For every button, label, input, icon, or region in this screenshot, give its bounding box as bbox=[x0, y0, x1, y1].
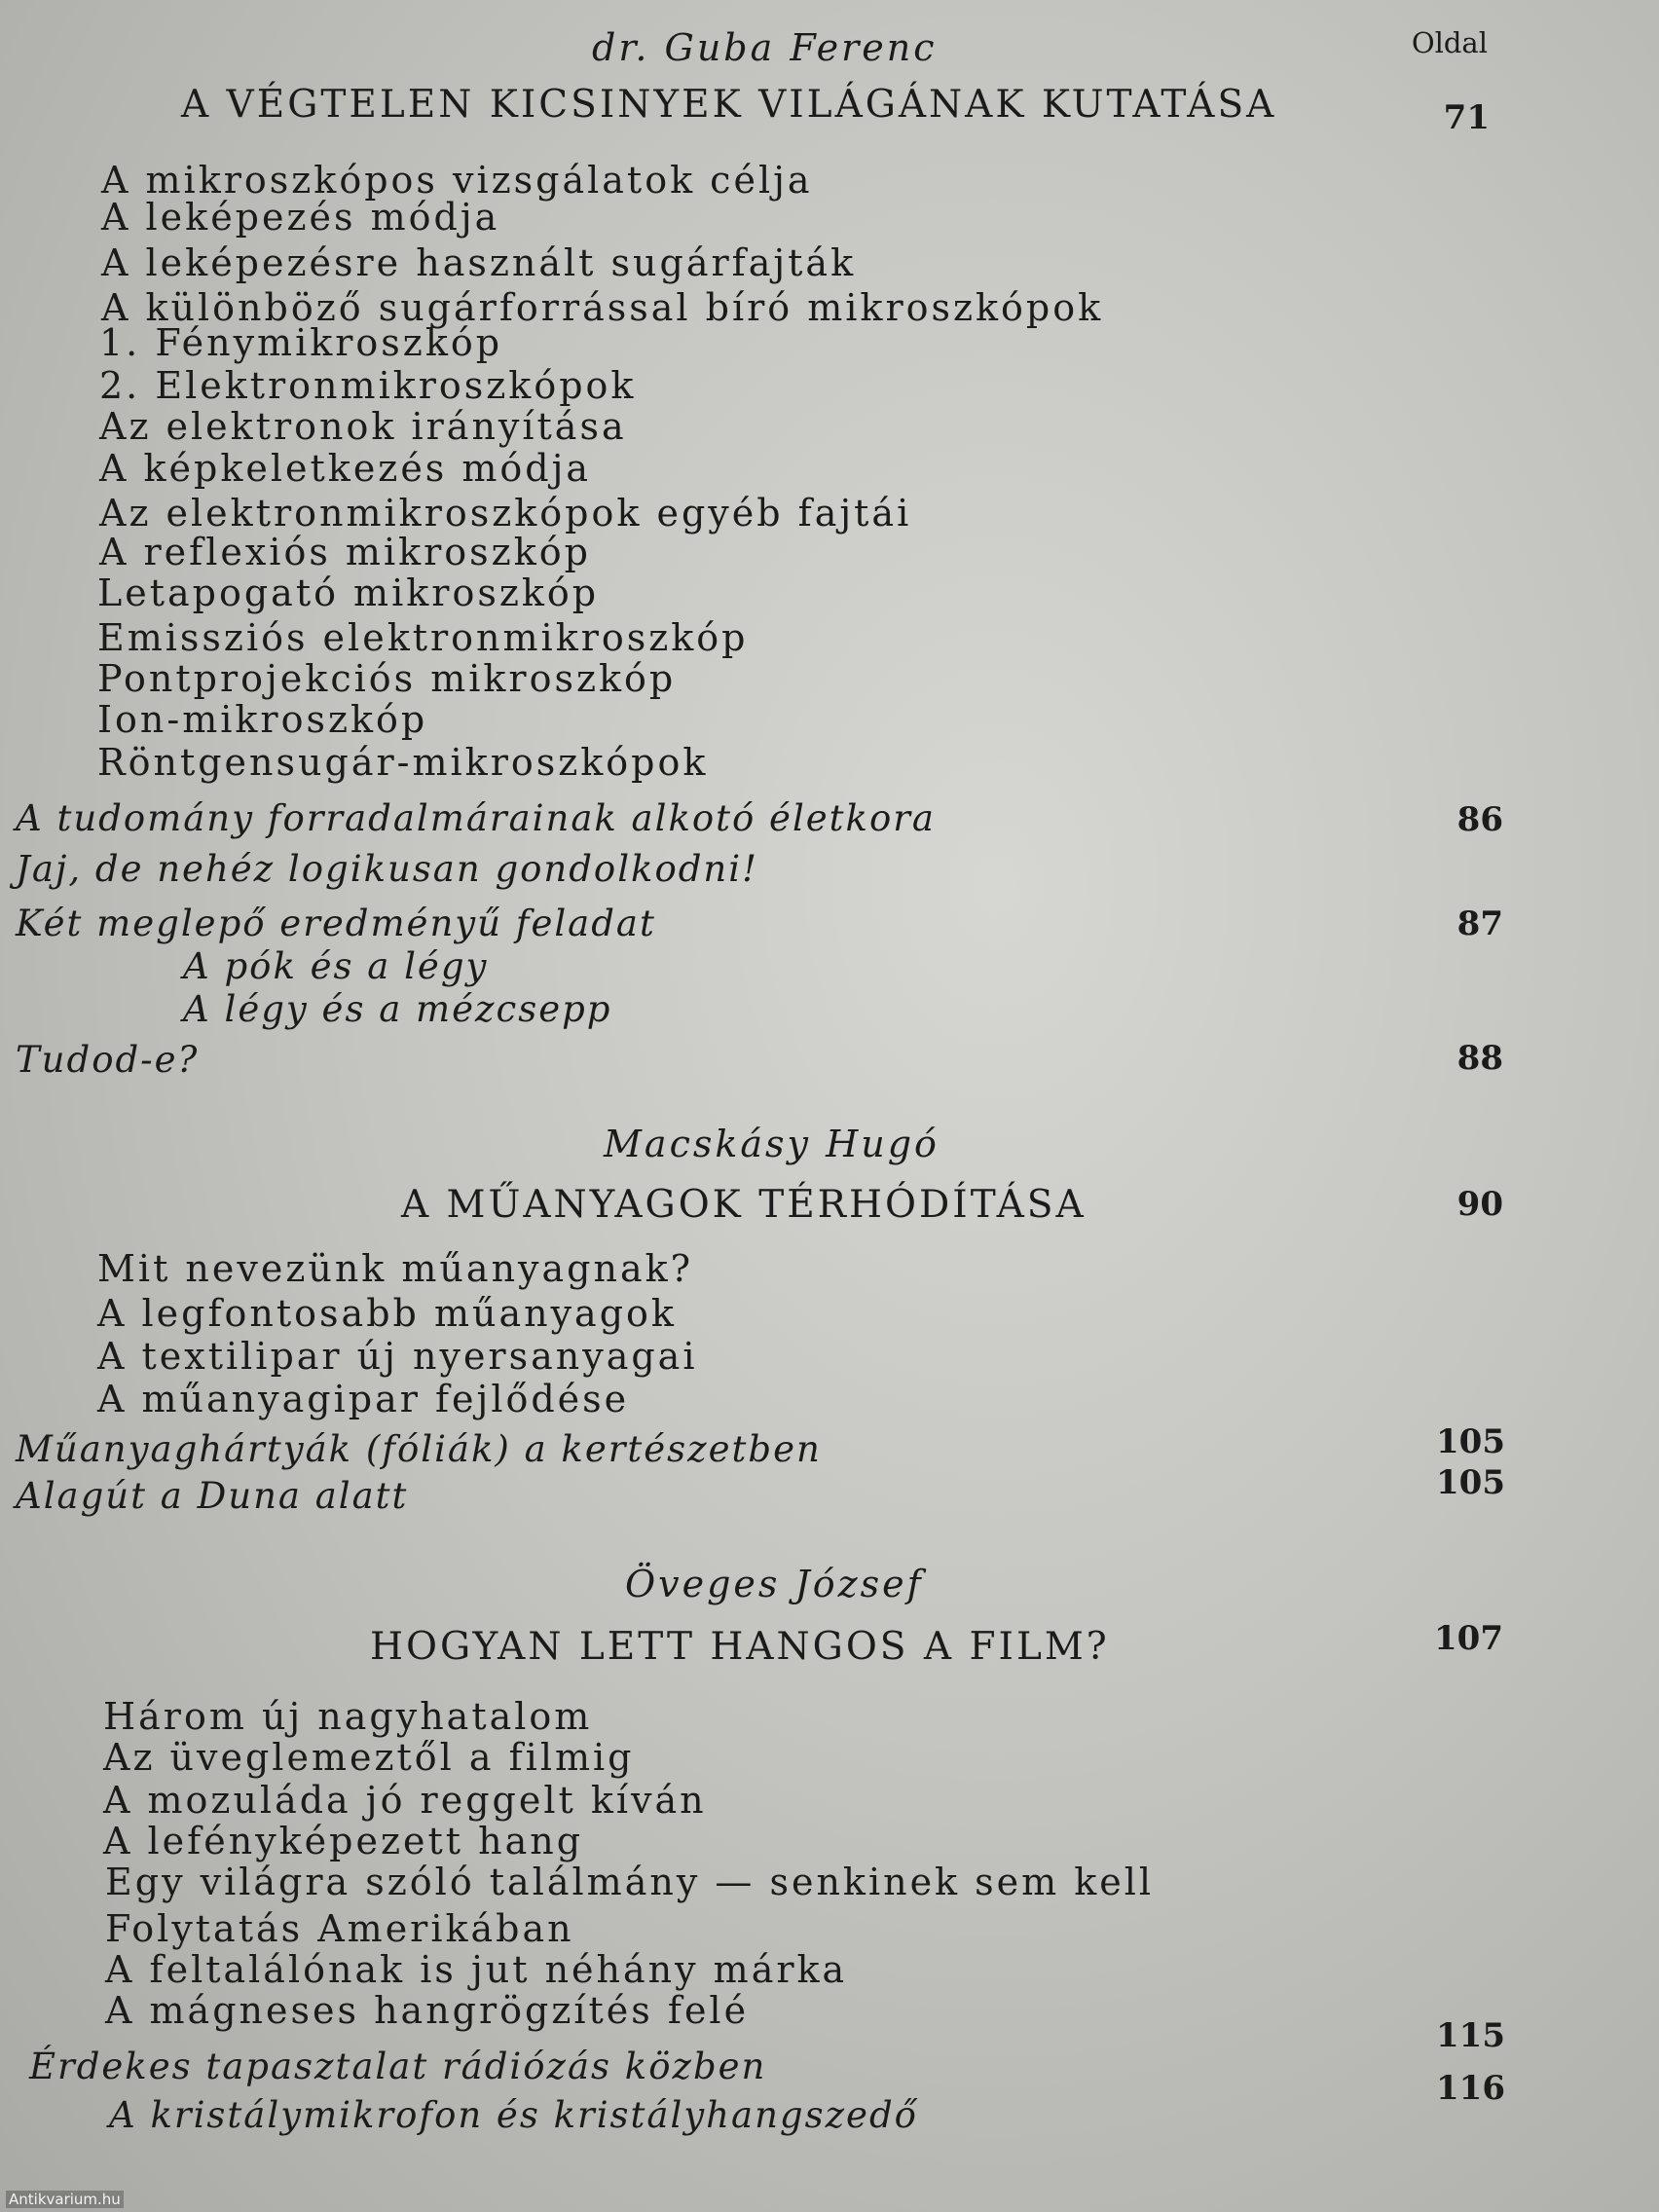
toc-entry: A tudomány forradalmárainak alkotó életkora bbox=[16, 797, 936, 839]
subtopic: A mikroszkópos vizsgálatok célja bbox=[101, 159, 813, 202]
subtopic: A műanyagipar fejlődése bbox=[97, 1378, 630, 1420]
section-author: Macskásy Hugó bbox=[604, 1123, 940, 1165]
subtopic: Három új nagyhatalom bbox=[103, 1695, 593, 1738]
toc-entry: Alagút a Duna alatt bbox=[16, 1475, 409, 1517]
section-title: A MŰANYAGOK TÉRHÓDÍTÁSA bbox=[401, 1183, 1087, 1227]
subtopic: A különböző sugárforrással bíró mikroszkópok bbox=[101, 286, 1104, 329]
toc-subentry: A kristálymikrofon és kristályhangszedő bbox=[109, 2094, 918, 2136]
subtopic: A lefényképezett hang bbox=[103, 1820, 584, 1862]
toc-entry: Két meglepő eredményű feladat bbox=[16, 903, 656, 944]
subtopic: A leképezésre használt sugárfajták bbox=[101, 241, 857, 284]
subtopic: Az elektronok irányítása bbox=[99, 405, 627, 448]
toc-entry-page: 116 bbox=[1436, 2069, 1505, 2108]
subtopic: Pontprojekciós mikroszkóp bbox=[97, 657, 677, 700]
toc-entry: Jaj, de nehéz logikusan gondolkodni! bbox=[16, 848, 758, 890]
toc-entry-page: 105 bbox=[1436, 1463, 1505, 1502]
subtopic: A textilipar új nyersanyagai bbox=[97, 1335, 698, 1378]
toc-entry-page: 88 bbox=[1456, 1039, 1503, 1078]
subtopic: Az üveglemeztől a filmig bbox=[103, 1736, 635, 1779]
toc-entry: Műanyaghártyák (fóliák) a kertészetben bbox=[16, 1428, 822, 1470]
section-title: A VÉGTELEN KICSINYEK VILÁGÁNAK KUTATÁSA bbox=[181, 83, 1277, 127]
oldal-header: Oldal bbox=[1411, 26, 1488, 59]
section-author: dr. Guba Ferenc bbox=[592, 26, 938, 69]
subtopic: Mit nevezünk műanyagnak? bbox=[97, 1247, 694, 1290]
subtopic: A feltalálónak is jut néhány márka bbox=[105, 1948, 848, 1991]
toc-entry: Érdekes tapasztalat rádiózás közben bbox=[29, 2046, 767, 2087]
toc-entry-page: 87 bbox=[1456, 904, 1503, 943]
section-author: Öveges József bbox=[625, 1563, 924, 1605]
subtopic: Az elektronmikroszkópok egyéb fajtái bbox=[99, 492, 912, 535]
subtopic: A mozuláda jó reggelt kíván bbox=[103, 1779, 707, 1822]
subtopic: Ion-mikroszkóp bbox=[97, 698, 428, 741]
subtopic: Egy világra szóló találmány — senkinek sem kell bbox=[105, 1861, 1155, 1903]
subtopic: A mágneses hangrögzítés felé bbox=[105, 1989, 750, 2032]
subtopic: A leképezés módja bbox=[101, 196, 500, 239]
toc-entry: Tudod-e? bbox=[16, 1039, 200, 1081]
subtopic: A képkeletkezés módja bbox=[99, 447, 592, 490]
section-title-page: 90 bbox=[1456, 1185, 1503, 1224]
subtopic: 2. Elektronmikroszkópok bbox=[99, 364, 637, 407]
subtopic: A reflexiós mikroszkóp bbox=[99, 531, 591, 573]
subtopic: 1. Fénymikroszkóp bbox=[99, 321, 503, 364]
toc-entry-page: 115 bbox=[1436, 2016, 1505, 2055]
section-title-page: 107 bbox=[1434, 1619, 1503, 1658]
subtopic: Folytatás Amerikában bbox=[105, 1907, 574, 1950]
subtopic: A legfontosabb műanyagok bbox=[97, 1292, 677, 1335]
section-title-page: 71 bbox=[1443, 98, 1490, 137]
toc-subentry: A légy és a mézcsepp bbox=[183, 988, 612, 1030]
watermark: Antikvarium.hu bbox=[6, 2191, 124, 2208]
toc-subentry: A pók és a légy bbox=[183, 945, 489, 987]
toc-entry-page: 86 bbox=[1456, 800, 1503, 839]
subtopic: Emissziós elektronmikroszkóp bbox=[97, 616, 749, 659]
subtopic: Röntgensugár-mikroszkópok bbox=[97, 741, 709, 784]
section-title: HOGYAN LETT HANGOS A FILM? bbox=[370, 1625, 1110, 1669]
subtopic: Letapogató mikroszkóp bbox=[97, 571, 600, 614]
toc-entry-page: 105 bbox=[1436, 1422, 1505, 1461]
